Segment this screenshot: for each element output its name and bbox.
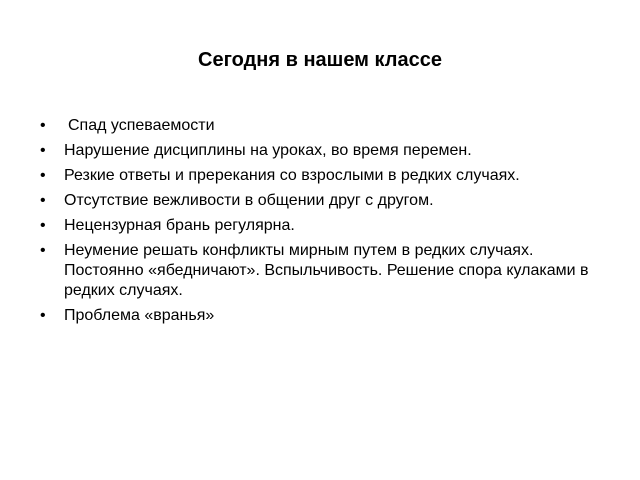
- bullet-icon: •: [40, 242, 46, 259]
- bullet-item: [40, 166, 600, 186]
- bullet-icon: •: [40, 192, 46, 209]
- bullet-icon: •: [40, 167, 46, 184]
- bullet-item: [40, 141, 600, 161]
- bullet-text: Неумение решать конфликты мирным путем в редких случаях. Постоянно «ябедничают». Вспыльчивость. Решение спора кулаками в редких случаях.: [64, 242, 589, 299]
- bullet-item: [40, 191, 600, 211]
- bullet-text: Спад успеваемости: [68, 117, 215, 134]
- bullet-icon: •: [40, 217, 46, 234]
- bullet-text: Отсутствие вежливости в общении друг с другом.: [64, 192, 434, 209]
- bullet-item: [40, 306, 600, 326]
- bullet-icon: •: [40, 117, 46, 134]
- bullet-text: Нецензурная брань регулярна.: [64, 217, 295, 234]
- bullet-icon: •: [40, 307, 46, 324]
- bullet-text: Нарушение дисциплины на уроках, во время перемен.: [64, 142, 472, 159]
- bullet-text: Резкие ответы и пререкания со взрослыми в редких случаях.: [64, 167, 520, 184]
- bullet-icon: •: [40, 142, 46, 159]
- bullet-item: [40, 216, 600, 236]
- bullet-text: Проблема «вранья»: [64, 307, 215, 324]
- slide-title: Сегодня в нашем классе: [198, 49, 442, 71]
- bullet-list: [40, 116, 600, 331]
- bullet-item: [40, 116, 600, 136]
- bullet-item: [40, 241, 600, 301]
